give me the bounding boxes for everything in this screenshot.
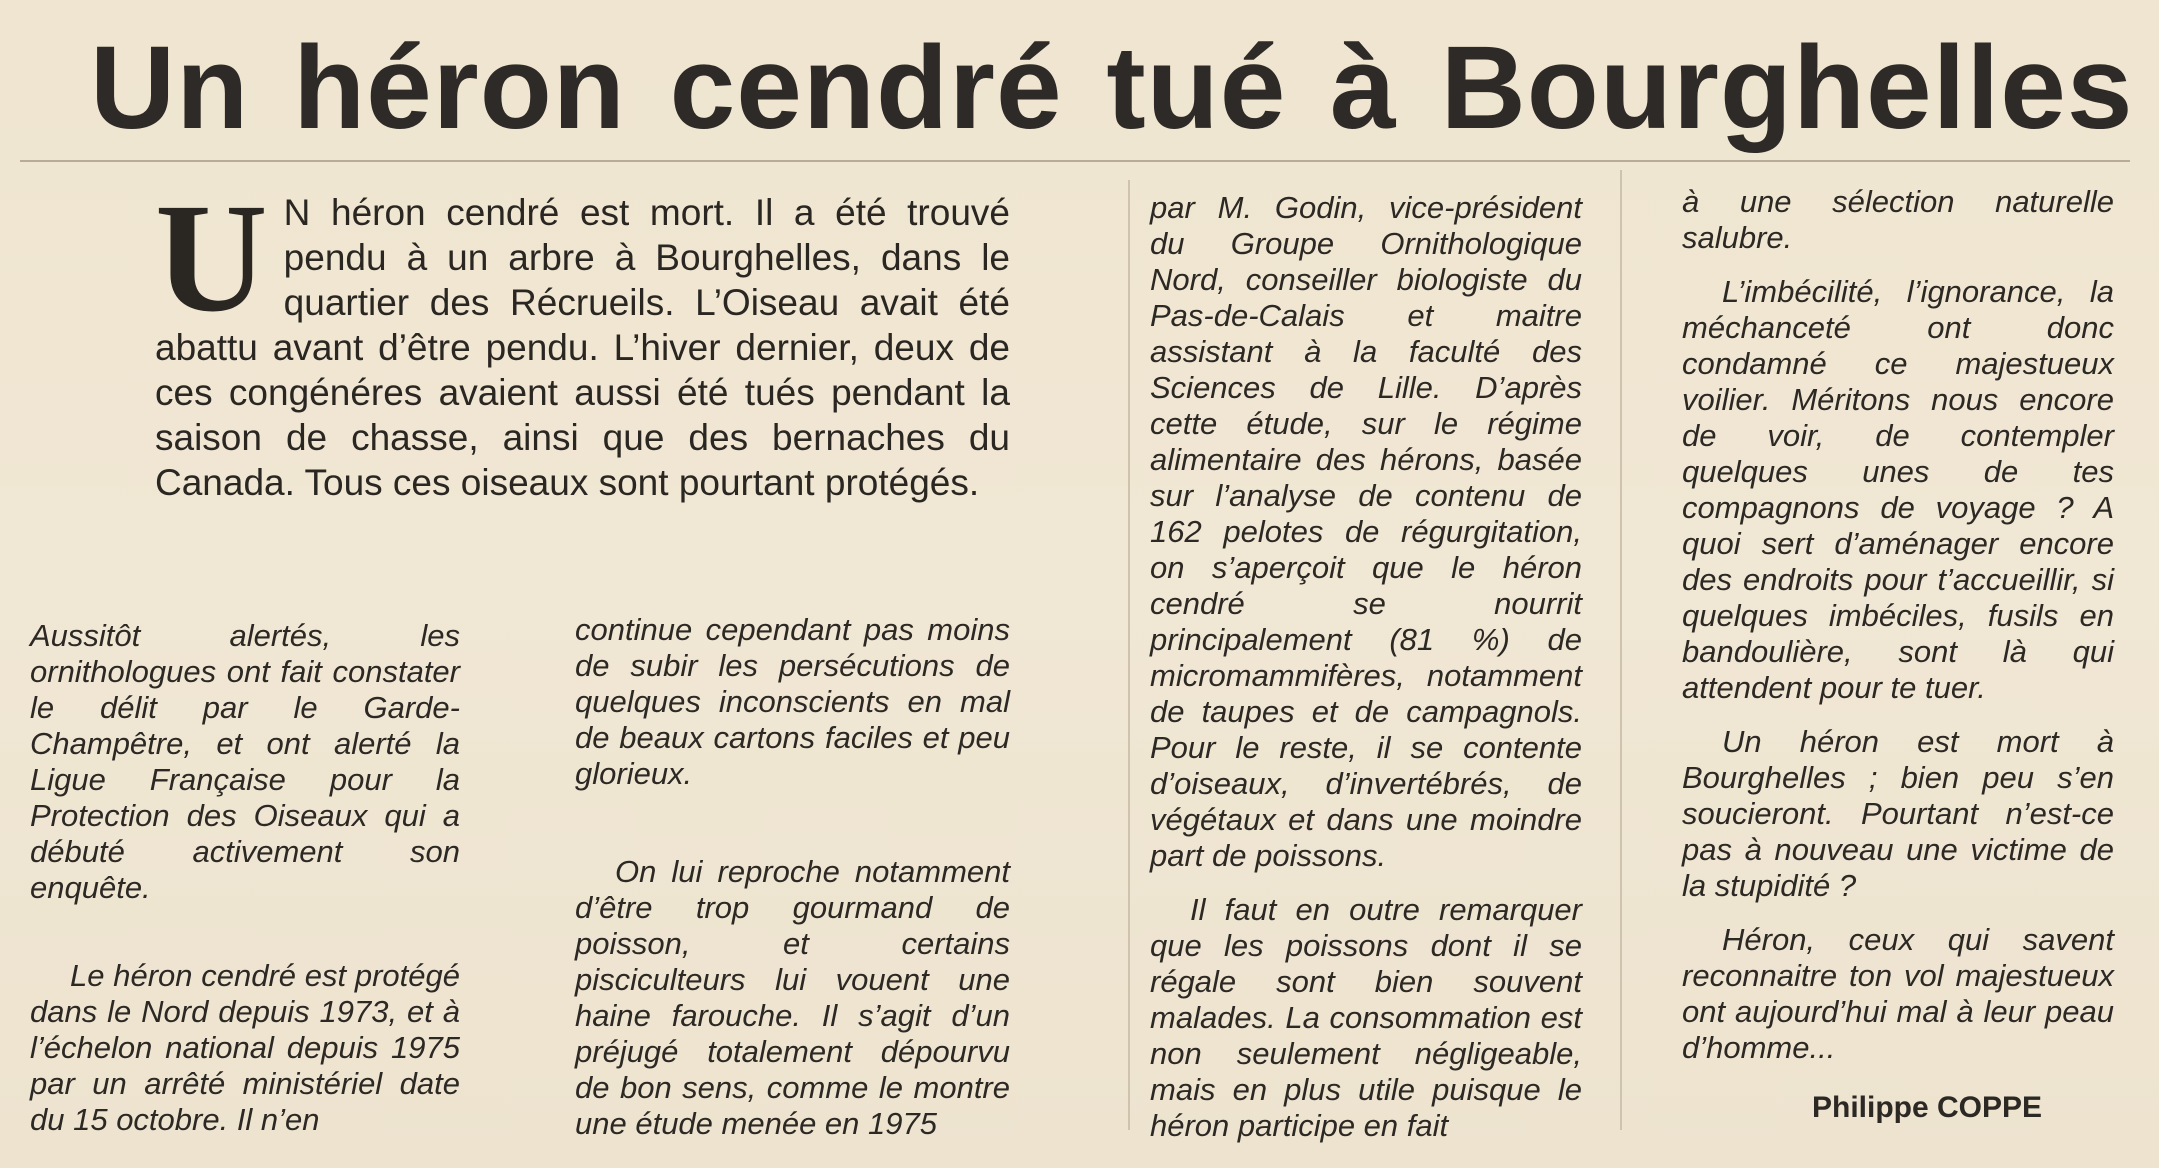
- col2-paragraph-1: continue cependant pas moins de subir les persécutions de quelques inconscients en mal de beaux cartons faciles et peu glorieux.: [575, 612, 1010, 791]
- article-column-3: [1150, 190, 1582, 1144]
- col4-paragraph-2: L’imbécilité, l’ignorance, la méchanceté ont donc condamné ce majestueux voilier. Méritons nous encore de voir, de contempler quelques unes de tes compagnons de voyage ? A quoi sert d’aménager encore des endroits pour t’accueillir, si quelques imbéciles, fusils en bandoulière, sont là qui attendent pour te tuer.: [1682, 274, 2114, 705]
- col3-paragraph-1: par M. Godin, vice-président du Groupe Ornithologique Nord, conseiller biologiste du Pas-de-Calais et maitre assistant à la faculté des Sciences de Lille. D’après cette étude, sur le régime alimentaire des hérons, basée sur l’analyse de contenu de 162 pelotes de régurgitation, on s’aperçoit que le héron cendré se nourrit principalement (81 %) de micromammifères, notamment de taupes et de campagnols. Pour le reste, il se contente d’oiseaux, d’invertébrés, de végétaux et dans une moindre part de poissons.: [1150, 190, 1582, 873]
- article-column-4: [1682, 184, 2114, 1066]
- col1-paragraph-2: Le héron cendré est protégé dans le Nord depuis 1973, et à l’échelon national depuis 1975 par un arrêté ministériel date du 15 octobre. Il n’en: [30, 958, 460, 1137]
- col4-paragraph-1: à une sélection naturelle salubre.: [1682, 184, 2114, 255]
- column-divider: [1620, 170, 1622, 1130]
- article-column-1: [30, 618, 460, 1138]
- drop-cap: U: [155, 171, 268, 344]
- col2-paragraph-2: On lui reproche notamment d’être trop gourmand de poisson, et certains pisciculteurs lui vouent une haine farouche. Il s’agit d’un préjugé totalement dépourvu de bon sens, comme le montre une étude menée en 1975: [575, 854, 1010, 1141]
- headline-divider: [20, 160, 2130, 162]
- article-column-2: [575, 612, 1010, 1142]
- col1-paragraph-1: Aussitôt alertés, les ornithologues ont fait constater le délit par le Garde-Champêtre, et ont alerté la Ligue Française pour la Protection des Oiseaux qui a débuté activement son enquête.: [30, 618, 460, 905]
- author-signature: Philippe COPPE: [1812, 1091, 2043, 1124]
- col4-paragraph-3: Un héron est mort à Bourghelles ; bien peu s’en soucieront. Pourtant n’est-ce pas à nouveau une victime de la stupidité ?: [1682, 724, 2114, 903]
- column-divider: [1128, 180, 1130, 1130]
- article-headline: Un héron cendré tué à Bourghelles: [90, 22, 2134, 154]
- lead-paragraph: [155, 171, 1010, 505]
- col4-paragraph-4: Héron, ceux qui savent reconnaitre ton vol majestueux ont aujourd’hui mal à leur peau d’homme...: [1682, 922, 2114, 1065]
- article-lead: [155, 171, 1010, 505]
- col3-paragraph-2: Il faut en outre remarquer que les poissons dont il se régale sont bien souvent malades. La consommation est non seulement négligeable, mais en plus utile puisque le héron participe en fait: [1150, 892, 1582, 1143]
- lead-text: N héron cendré est mort. Il a été trouvé pendu à un arbre à Bourghelles, dans le quartier des Récrueils. L’Oiseau avait été abattu avant d’être pendu. L’hiver dernier, deux de ces congénéres avaient aussi été tués pendant la saison de chasse, ainsi que des bernaches du Canada. Tous ces oiseaux sont pourtant protégés.: [155, 192, 1010, 503]
